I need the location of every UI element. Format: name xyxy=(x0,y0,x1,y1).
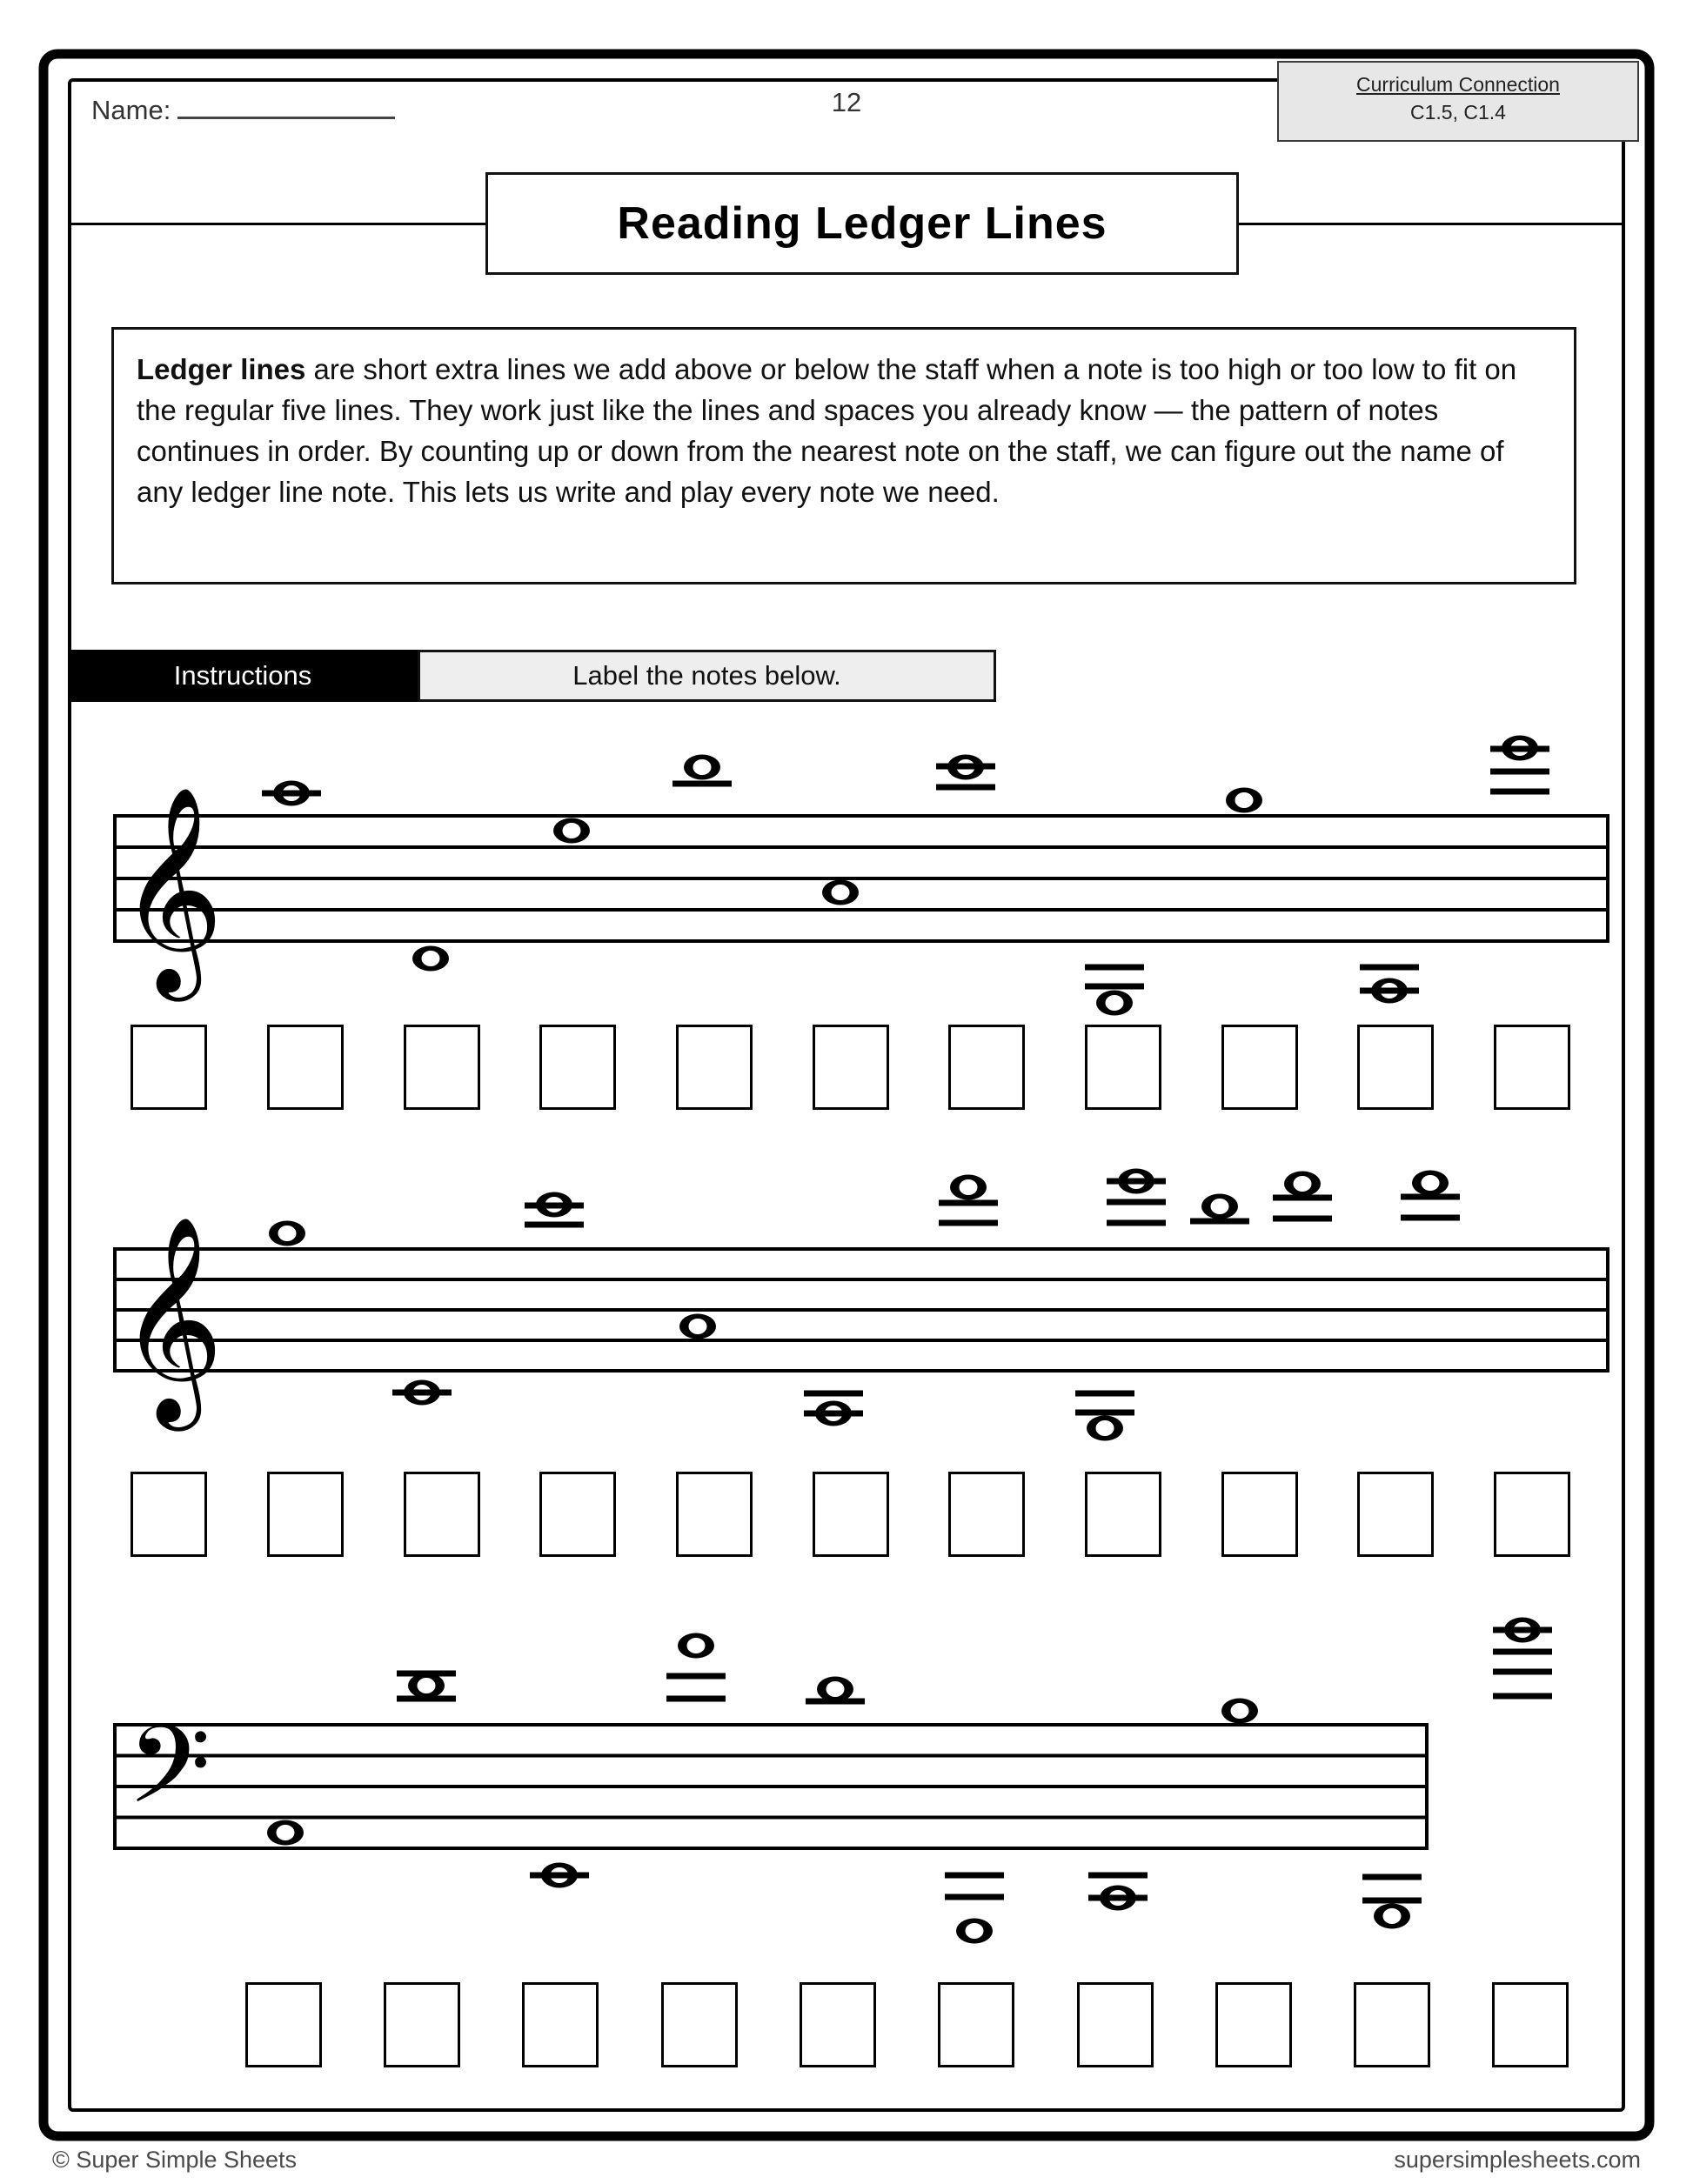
whole-note-hole xyxy=(1235,792,1254,808)
ledger-line xyxy=(945,1894,1004,1900)
whole-note-hole xyxy=(960,1179,978,1195)
ledger-line xyxy=(1088,1895,1148,1901)
answer-box[interactable] xyxy=(1494,1025,1570,1110)
ledger-line xyxy=(1493,1693,1552,1700)
answer-box[interactable] xyxy=(676,1472,753,1557)
whole-note-hole xyxy=(1383,1908,1402,1924)
staff-line xyxy=(113,1847,1429,1850)
answer-box[interactable] xyxy=(404,1025,480,1110)
answer-box[interactable] xyxy=(948,1472,1025,1557)
answer-box[interactable] xyxy=(1085,1472,1161,1557)
answer-box[interactable] xyxy=(938,1982,1014,2067)
ledger-line xyxy=(1107,1199,1166,1206)
ledger-line xyxy=(1190,1219,1249,1225)
name-label: Name: xyxy=(91,95,171,125)
instructions-text-box xyxy=(418,650,996,702)
answer-box[interactable] xyxy=(384,1982,460,2067)
answer-box[interactable] xyxy=(130,1472,207,1557)
staff-right-bar xyxy=(1606,1247,1609,1371)
ledger-line xyxy=(1107,1220,1166,1226)
staff-left-bar xyxy=(113,1723,117,1848)
ledger-line xyxy=(1360,988,1419,994)
answer-box[interactable] xyxy=(948,1025,1025,1110)
staves-group xyxy=(113,736,1609,1944)
ledger-line xyxy=(673,781,732,787)
answer-box[interactable] xyxy=(676,1025,753,1110)
ledger-line xyxy=(804,1391,863,1397)
ledger-line xyxy=(1273,1216,1332,1222)
ledger-line xyxy=(397,1696,456,1702)
whole-note-hole xyxy=(1211,1199,1229,1214)
staff-line xyxy=(113,1754,1429,1758)
answer-box[interactable] xyxy=(539,1025,616,1110)
ledger-line xyxy=(530,1873,589,1879)
ledger-line xyxy=(945,1873,1004,1879)
whole-note-hole xyxy=(1106,995,1124,1011)
whole-note-hole xyxy=(693,759,712,775)
whole-note-hole xyxy=(687,1638,706,1653)
answer-box[interactable] xyxy=(539,1472,616,1557)
instructions-label: Instructions xyxy=(173,660,312,691)
ledger-line xyxy=(1401,1194,1460,1200)
ledger-line xyxy=(936,785,995,791)
staff-line xyxy=(113,1278,1609,1281)
whole-note-hole xyxy=(278,1226,297,1241)
staff-line xyxy=(113,877,1609,880)
whole-note-hole xyxy=(826,1681,845,1697)
answer-box[interactable] xyxy=(522,1982,599,2067)
ledger-line xyxy=(1075,1410,1134,1416)
whole-note-hole xyxy=(563,823,581,838)
whole-note-hole xyxy=(1096,1420,1114,1436)
answer-box[interactable] xyxy=(130,1025,207,1110)
ledger-line xyxy=(1490,769,1549,775)
ledger-line xyxy=(1401,1215,1460,1221)
ledger-line xyxy=(397,1671,456,1677)
answer-box[interactable] xyxy=(661,1982,738,2067)
ledger-line xyxy=(1085,984,1144,990)
answer-box[interactable] xyxy=(1492,1982,1569,2067)
staff-line xyxy=(113,1723,1429,1726)
answer-box[interactable] xyxy=(1354,1982,1430,2067)
ledger-line xyxy=(262,791,321,797)
footer-copyright: © Super Simple Sheets xyxy=(52,2147,298,2173)
ledger-line xyxy=(1075,1391,1134,1397)
answer-box[interactable] xyxy=(267,1472,344,1557)
curriculum-connection-box xyxy=(1277,61,1639,142)
ledger-line xyxy=(936,764,995,770)
whole-note-hole xyxy=(418,1678,436,1693)
staff-line xyxy=(113,1308,1609,1312)
footer-website: supersimplesheets.com xyxy=(1394,2147,1641,2173)
answer-box[interactable] xyxy=(813,1472,889,1557)
curriculum-codes: C1.5, C1.4 xyxy=(1410,101,1506,124)
staff-right-bar xyxy=(1425,1723,1429,1848)
staff-line xyxy=(113,1816,1429,1820)
ledger-line xyxy=(1490,746,1549,752)
ledger-line xyxy=(525,1203,584,1209)
staff-line xyxy=(113,814,1609,818)
ledger-line xyxy=(1493,1649,1552,1655)
answer-box[interactable] xyxy=(1215,1982,1292,2067)
answer-box[interactable] xyxy=(813,1025,889,1110)
ledger-line xyxy=(1360,965,1419,971)
ledger-line xyxy=(1493,1669,1552,1675)
ledger-line xyxy=(1085,965,1144,971)
staff-line xyxy=(113,939,1609,943)
ledger-line xyxy=(1362,1874,1422,1880)
intro-lead: Ledger lines xyxy=(137,353,306,385)
treble-clef-icon: 𝄞 xyxy=(118,1215,224,1422)
whole-note-hole xyxy=(422,951,440,966)
ledger-line xyxy=(1088,1873,1148,1879)
staff-line xyxy=(113,1785,1429,1788)
whole-note-hole xyxy=(832,885,850,900)
answer-box[interactable] xyxy=(1077,1982,1154,2067)
staff-line xyxy=(113,1247,1609,1251)
bass-clef-icon: 𝄢 xyxy=(127,1703,211,1854)
ledger-line xyxy=(525,1222,584,1228)
instructions-text: Label the notes below. xyxy=(572,660,841,691)
answer-box[interactable] xyxy=(1221,1025,1298,1110)
ledger-line xyxy=(939,1220,998,1226)
answer-box[interactable] xyxy=(1357,1472,1434,1557)
answer-box[interactable] xyxy=(245,1982,322,2067)
staff-line xyxy=(113,845,1609,849)
page-number: 12 xyxy=(831,87,862,117)
whole-note-hole xyxy=(277,1825,295,1840)
staff-left-bar xyxy=(113,814,117,941)
answer-box[interactable] xyxy=(800,1982,876,2067)
ledger-line xyxy=(1273,1195,1332,1201)
answer-box[interactable] xyxy=(404,1472,480,1557)
ledger-line xyxy=(1362,1898,1422,1904)
title-box xyxy=(485,172,1239,275)
ledger-line xyxy=(1493,1627,1552,1633)
staff-line xyxy=(113,1339,1609,1342)
page-title: Reading Ledger Lines xyxy=(617,198,1107,249)
whole-note-hole xyxy=(1422,1175,1440,1191)
whole-note-hole xyxy=(966,1923,984,1939)
ledger-line xyxy=(1490,789,1549,795)
intro-text: are short extra lines we add above or below the staff when a note is too high or too low to fit on the regular five lines. They work just like the lines and spaces you already know — the pattern of notes continues in order. By counting up or down from the nearest note on the staff, we can figure out the name of any ledger line note. This lets us write and play every note we need. xyxy=(137,353,1517,508)
whole-note-hole xyxy=(1294,1176,1312,1192)
staff-line xyxy=(113,1369,1609,1373)
staff-left-bar xyxy=(113,1247,117,1371)
ledger-line xyxy=(806,1699,865,1705)
curriculum-title: Curriculum Connection xyxy=(1356,73,1560,96)
ledger-line xyxy=(804,1411,863,1417)
answer-box[interactable] xyxy=(1085,1025,1161,1110)
staff-right-bar xyxy=(1606,814,1609,941)
answer-box[interactable] xyxy=(1357,1025,1434,1110)
staff-line xyxy=(113,908,1609,912)
answer-box[interactable] xyxy=(1494,1472,1570,1557)
ledger-line xyxy=(392,1390,452,1396)
ledger-line xyxy=(666,1696,726,1702)
whole-note-hole xyxy=(689,1319,707,1334)
whole-note-hole xyxy=(1231,1703,1249,1719)
ledger-line xyxy=(666,1673,726,1680)
answer-box[interactable] xyxy=(267,1025,344,1110)
answer-box[interactable] xyxy=(1221,1472,1298,1557)
ledger-line xyxy=(939,1200,998,1206)
ledger-line xyxy=(1107,1179,1166,1185)
treble-clef-icon: 𝄞 xyxy=(118,785,224,992)
instructions-label-box xyxy=(68,650,418,702)
